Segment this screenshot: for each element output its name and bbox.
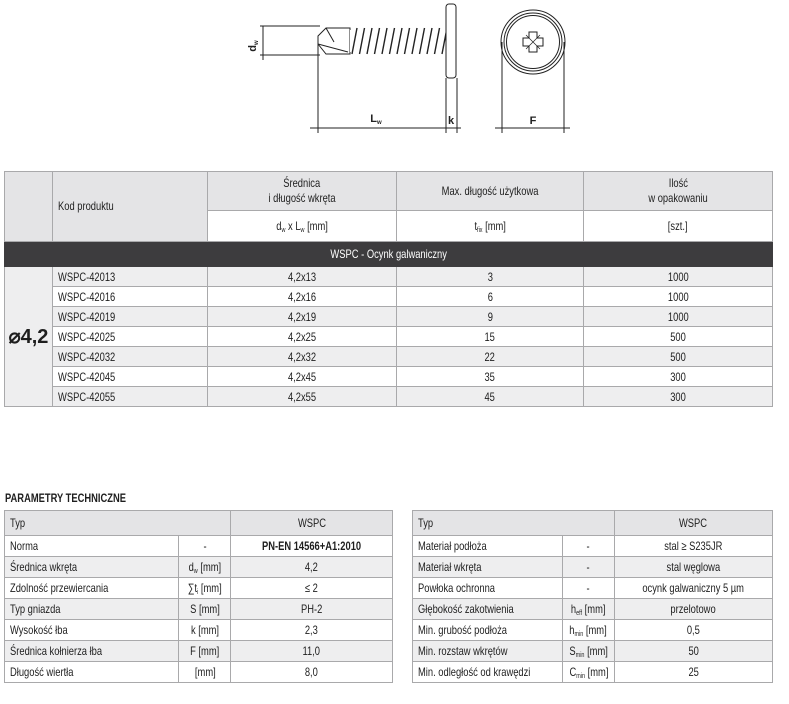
param-unit: $\sum t_i$ [mm] — [179, 578, 231, 599]
params-table-right — [412, 510, 773, 683]
code-header: Kod produktu — [53, 172, 208, 242]
param-value: przelotowo — [614, 599, 772, 620]
product-code: WSPC-42032 — [53, 347, 208, 367]
param-label: Norma — [5, 536, 179, 557]
product-size: 4,2x55 — [208, 387, 397, 407]
param-row — [413, 599, 773, 620]
param-value: PN-EN 14566+A1:2010 — [231, 536, 393, 557]
param-row — [413, 662, 773, 683]
product-qty: 500 — [584, 347, 773, 367]
param-unit: $C_{min}$ [mm] — [563, 662, 615, 683]
param-label: Materiał podłoża — [413, 536, 563, 557]
param-row — [5, 620, 393, 641]
product-row — [5, 387, 773, 407]
param-value: 25 — [614, 662, 772, 683]
param-value: stal ≥ S235JR — [614, 536, 772, 557]
product-qty: 1000 — [584, 307, 773, 327]
diameter-header-cell — [5, 172, 53, 242]
param-value: 50 — [614, 641, 772, 662]
k-label: k — [447, 115, 455, 127]
param-row — [5, 557, 393, 578]
product-qty: 1000 — [584, 267, 773, 287]
screw-technical-drawing — [230, 0, 570, 140]
screw-thread — [350, 28, 447, 54]
param-unit: [mm] — [179, 662, 231, 683]
param-unit: k [mm] — [179, 620, 231, 641]
param-row — [413, 578, 773, 599]
param-value: 4,2 — [231, 557, 393, 578]
tfix-header: Max. długość użytkowa — [397, 172, 584, 211]
dw-label: dw — [247, 40, 260, 52]
size-unit: $d_w$ x $L_w$ [mm] — [208, 211, 397, 242]
param-row — [413, 620, 773, 641]
param-row — [5, 662, 393, 683]
f-label: F — [529, 115, 537, 127]
param-row — [5, 599, 393, 620]
product-qty: 300 — [584, 387, 773, 407]
param-label: Powłoka ochronna — [413, 578, 563, 599]
product-tfix: 6 — [397, 287, 584, 307]
param-row — [5, 641, 393, 662]
param-label: Materiał wkręta — [413, 557, 563, 578]
param-row — [413, 536, 773, 557]
param-label: Min. rozstaw wkrętów — [413, 641, 563, 662]
param-unit: $h_{eff}$ [mm] — [563, 599, 615, 620]
params-left-head-value: WSPC — [231, 511, 393, 536]
param-label: Głębokość zakotwienia — [413, 599, 563, 620]
product-size: 4,2x13 — [208, 267, 397, 287]
product-tfix: 45 — [397, 387, 584, 407]
product-size: 4,2x25 — [208, 327, 397, 347]
product-tfix: 3 — [397, 267, 584, 287]
param-value: ≤ 2 — [231, 578, 393, 599]
param-unit: - — [563, 557, 615, 578]
product-code: WSPC-42013 — [53, 267, 208, 287]
params-title: PARAMETRY TECHNICZNE — [5, 491, 126, 505]
drill-tip — [318, 28, 350, 54]
params-left-head-label: Typ — [5, 511, 231, 536]
param-label: Wysokość łba — [5, 620, 179, 641]
param-unit: $h_{min}$ [mm] — [563, 620, 615, 641]
product-row — [5, 307, 773, 327]
product-qty: 300 — [584, 367, 773, 387]
qty-unit: [szt.] — [584, 211, 773, 242]
product-tfix: 35 — [397, 367, 584, 387]
params-right-head-label: Typ — [413, 511, 615, 536]
product-size: 4,2x19 — [208, 307, 397, 327]
product-code: WSPC-42019 — [53, 307, 208, 327]
params-right-head-value: WSPC — [614, 511, 772, 536]
param-value: stal węglowa — [614, 557, 772, 578]
product-table — [4, 171, 773, 407]
product-row — [5, 267, 773, 287]
param-row — [413, 557, 773, 578]
param-unit: F [mm] — [179, 641, 231, 662]
param-unit: - — [563, 578, 615, 599]
product-row — [5, 327, 773, 347]
screw-head-top-view — [501, 10, 565, 74]
param-value: 8,0 — [231, 662, 393, 683]
param-value: ocynk galwaniczny 5 µm — [614, 578, 772, 599]
param-label: Min. odległość od krawędzi — [413, 662, 563, 683]
param-label: Długość wiertła — [5, 662, 179, 683]
param-label: Min. grubość podłoża — [413, 620, 563, 641]
product-qty: 1000 — [584, 287, 773, 307]
param-label: Zdolność przewiercania — [5, 578, 179, 599]
product-qty: 500 — [584, 327, 773, 347]
product-row — [5, 287, 773, 307]
product-tfix: 9 — [397, 307, 584, 327]
product-row — [5, 367, 773, 387]
param-unit: S [mm] — [179, 599, 231, 620]
product-size: 4,2x32 — [208, 347, 397, 367]
param-value: 0,5 — [614, 620, 772, 641]
diameter-label: ⌀4,2 — [5, 267, 53, 407]
param-label: Średnica wkręta — [5, 557, 179, 578]
product-row — [5, 347, 773, 367]
param-value: 11,0 — [231, 641, 393, 662]
params-table-left — [4, 510, 393, 683]
product-code: WSPC-42016 — [53, 287, 208, 307]
size-header: Średnica i długość wkręta — [208, 172, 397, 211]
param-row — [413, 641, 773, 662]
param-unit: $d_w$ [mm] — [179, 557, 231, 578]
screw-head-side — [446, 4, 456, 78]
param-row — [5, 536, 393, 557]
product-code: WSPC-42055 — [53, 387, 208, 407]
param-unit: $S_{min}$ [mm] — [563, 641, 615, 662]
param-value: 2,3 — [231, 620, 393, 641]
product-tfix: 22 — [397, 347, 584, 367]
product-size: 4,2x45 — [208, 367, 397, 387]
param-label: Typ gniazda — [5, 599, 179, 620]
product-code: WSPC-42025 — [53, 327, 208, 347]
group-label: WSPC - Ocynk galwaniczny — [5, 242, 773, 267]
param-unit: - — [179, 536, 231, 557]
param-unit: - — [563, 536, 615, 557]
param-value: PH-2 — [231, 599, 393, 620]
tfix-unit: $t_{fix}$ [mm] — [397, 211, 584, 242]
product-tfix: 15 — [397, 327, 584, 347]
product-size: 4,2x16 — [208, 287, 397, 307]
param-row — [5, 578, 393, 599]
qty-header: Ilość w opakowaniu — [584, 172, 773, 211]
param-label: Średnica kołnierza łba — [5, 641, 179, 662]
lw-label: Lw — [370, 113, 382, 126]
product-code: WSPC-42045 — [53, 367, 208, 387]
